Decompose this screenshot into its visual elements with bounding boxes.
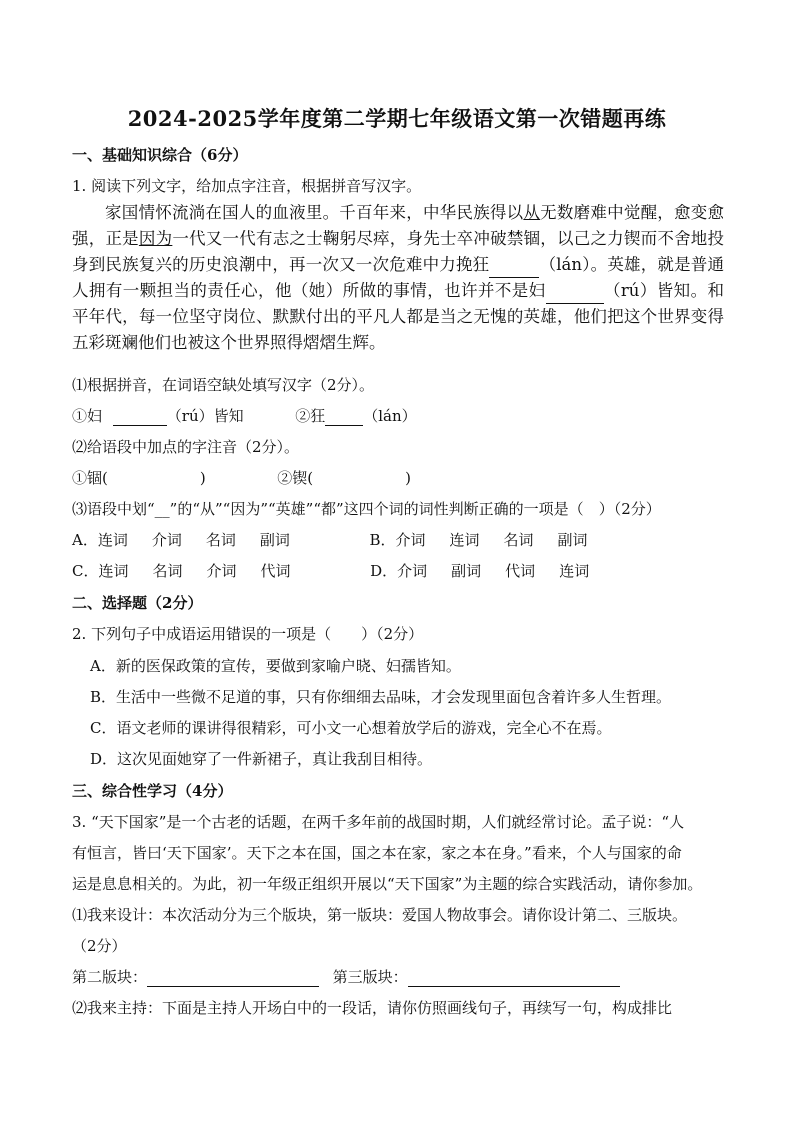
- passage-text: （lán）。英雄，就是普通人拥有一颗担当的责任心，他（她）所做的事情，也许并不是妇: [72, 255, 725, 300]
- option-word: 连词: [449, 531, 480, 549]
- option-letter: C．: [72, 562, 99, 580]
- underlined-word-cong: 从: [523, 203, 541, 222]
- choice-a[interactable]: A．新的医保政策的宣传，要做到家喻户晓、妇孺皆知。: [90, 657, 461, 675]
- item-qie: ②锲(: [277, 469, 314, 487]
- fill-blank-lan[interactable]: [489, 261, 539, 278]
- subquestion-1-answers: [72, 406, 417, 426]
- option-word: 代词: [260, 562, 291, 580]
- block2-answer-line[interactable]: [147, 970, 319, 987]
- item-fu: ①妇: [72, 407, 103, 425]
- option-word: 连词: [98, 562, 129, 580]
- question3-line3: 运是息息相关的。为此，初一年级正组织开展以“天下国家”为主题的综合实践活动，请你参加。: [72, 875, 703, 893]
- section1-heading: 一、基础知识综合（6分）: [72, 146, 248, 164]
- choice-b[interactable]: B．生活中一些微不足道的事，只有你细细去品味，才会发现里面包含着许多人生哲理。: [90, 688, 672, 706]
- item-gu: ①锢(: [72, 469, 108, 487]
- option-word: 名词: [205, 531, 236, 549]
- passage-text: 家国情怀流淌在国人的血液里。千百年来，中华民族得以: [105, 203, 524, 222]
- option-word: 代词: [505, 562, 536, 580]
- subquestion-1: ⑴根据拼音，在词语空缺处填写汉字（2分）。: [72, 376, 375, 394]
- subquestion-3-1-line2: （2分）: [72, 937, 127, 955]
- option-word: 名词: [503, 531, 534, 549]
- item-kuang: ②狂: [295, 407, 326, 425]
- block-answers: [72, 967, 620, 987]
- passage-text: 一代又一代有志之士鞠躬尽瘁，身先士卒冲破禁锢，以己之力锲而不舍地投身到民族复兴的历史浪潮中，再一次又一次危难中力挽狂: [72, 229, 725, 274]
- option-row-ab: [72, 530, 588, 550]
- option-letter: A．: [72, 531, 98, 549]
- pinyin-lan: （lán）: [363, 407, 417, 425]
- option-word: 连词: [559, 562, 590, 580]
- question3-line2: 有恒言，皆曰‘天下国家’。天下之本在国，国之本在家，家之本在身。”看来，个人与国家的命: [72, 844, 682, 862]
- option-d[interactable]: [370, 562, 589, 580]
- section3-heading: 三、综合性学习（4分）: [72, 782, 233, 800]
- subquestion-3-1-line1: ⑴我来设计：本次活动分为三个版块，第一版块：爱国人物故事会。请你设计第二、三版块。: [72, 906, 688, 924]
- subquestion-2: ⑵给语段中加点的字注音（2分）。: [72, 438, 300, 456]
- fill-blank-ru[interactable]: [546, 287, 604, 304]
- reading-passage: [72, 200, 724, 356]
- option-word: 介词: [397, 562, 428, 580]
- page-title: 2024-2025学年度第二学期七年级语文第一次错题再练: [127, 106, 667, 131]
- option-c[interactable]: [72, 562, 295, 580]
- question3-line1: 3. “天下国家”是一个古老的话题，在两千多年前的战国时期，人们就经常讨论。孟子说：“人: [72, 813, 685, 831]
- passage-text: 无数磨难中觉醒，愈变愈强，正是: [72, 203, 725, 248]
- option-letter: B．: [369, 531, 396, 549]
- option-row-cd: [72, 561, 589, 581]
- pinyin-ru: （rú）皆知: [166, 407, 244, 425]
- answer-blank-kuang[interactable]: [325, 409, 363, 426]
- question2: 2. 下列句子中成语运用错误的一项是（ ）（2分）: [72, 625, 424, 643]
- option-word: 连词: [97, 531, 128, 549]
- block3-label: 第三版块：: [332, 968, 408, 986]
- option-letter: D．: [370, 562, 398, 580]
- option-word: 副词: [451, 562, 482, 580]
- option-word: 介词: [206, 562, 237, 580]
- choice-d[interactable]: D．这次见面她穿了一件新裙子，真让我刮目相待。: [90, 750, 433, 768]
- option-word: 名词: [152, 562, 183, 580]
- option-word: 介词: [395, 531, 426, 549]
- option-word: 介词: [151, 531, 182, 549]
- subquestion-3-2-line1: ⑵我来主持：下面是主持人开场白中的一段话，请你仿照画线句子，再续写一句，构成排比: [72, 999, 673, 1017]
- option-word: 副词: [557, 531, 588, 549]
- passage-text: （rú）皆知。和平年代，每一位坚守岗位、默默付出的平凡人都是当之无愧的英雄，他们把这个世界变得五彩斑斓他们也被这个世界照得熠熠生辉。: [72, 281, 725, 352]
- question1-intro: 1. 阅读下列文字，给加点字注音，根据拼音写汉字。: [72, 177, 422, 195]
- close-paren: ): [199, 469, 206, 487]
- option-a[interactable]: [72, 531, 295, 549]
- subquestion-2-answers: [72, 468, 411, 488]
- block3-answer-line[interactable]: [408, 970, 620, 987]
- underlined-word-yinwei: 因为: [138, 229, 173, 248]
- option-b[interactable]: [369, 531, 587, 549]
- section2-heading: 二、选择题（2分）: [72, 594, 203, 612]
- answer-blank-fu[interactable]: [113, 409, 167, 426]
- close-paren: ): [405, 469, 411, 487]
- choice-c[interactable]: C．语文老师的课讲得很精彩，可小文一心想着放学后的游戏，完全心不在焉。: [90, 719, 612, 737]
- block2-label: 第二版块：: [72, 968, 148, 986]
- option-word: 副词: [259, 531, 290, 549]
- subquestion-3: ⑶语段中划“__”的“从”“因为”“英雄”“都”这四个词的词性判断正确的一项是（ ）（2分）: [72, 500, 661, 518]
